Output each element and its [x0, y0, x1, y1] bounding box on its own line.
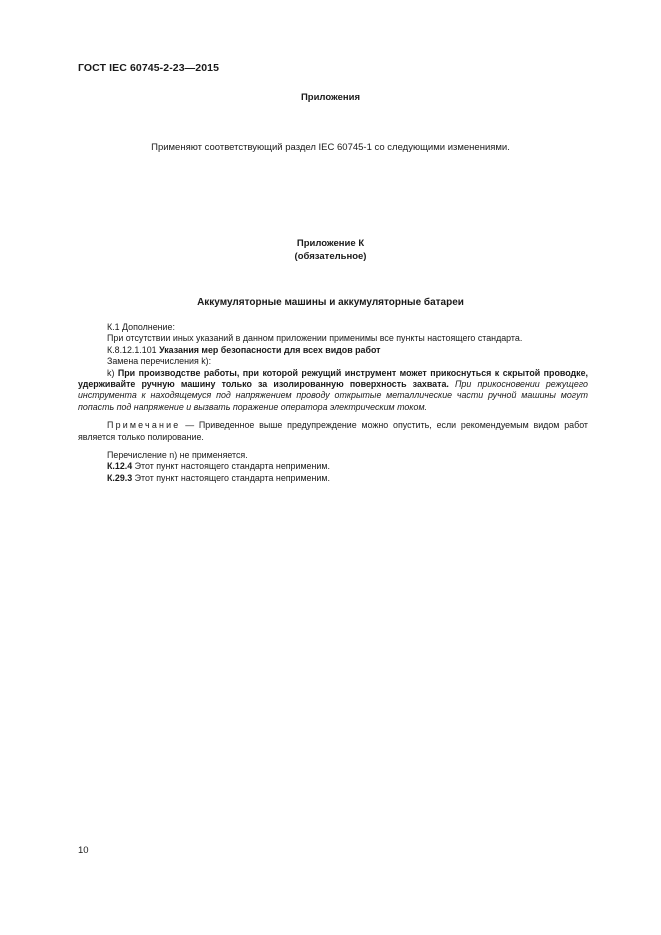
clause-k8	[78, 345, 588, 356]
item-k	[78, 368, 588, 414]
annex-label: Приложение К	[296, 238, 365, 249]
item-k-warning: При производстве работы, при которой режущий инструмент может прикоснуться к скрытой проводке, удерживайте ручную машину только за изолированную поверхность захвата.	[78, 367, 589, 390]
note	[78, 420, 588, 443]
clause-k12-text: Этот пункт настоящего стандарта неприменим.	[132, 461, 330, 472]
clause-k29-text: Этот пункт настоящего стандарта неприменим.	[132, 472, 330, 483]
annex-body	[78, 322, 588, 484]
note-text: — Приведенное выше предупреждение можно опустить, если рекомендуемым видом работ является только полирование.	[78, 420, 588, 442]
clause-k8-title: Указания мер безопасности для всех видов работ	[159, 344, 381, 355]
clause-k8-number: К.8.12.1.101	[107, 344, 160, 355]
clause-k1-text: При отсутствии иных указаний в данном приложении применимы все пункты настоящего стандарта.	[107, 333, 523, 344]
item-k-explanation: При прикосновении режущего инструмента к находящемуся под напряжением проводу открытые металлические части ручной машины могут попасть под напряжение и вызвать поражение оператора электрическим током.	[78, 379, 588, 412]
standard-code: ГОСТ IEC 60745-2-23—2015	[78, 62, 220, 74]
appendices-intro: Применяют соответствующий раздел IEC 60745-1 со следующими изменениями.	[151, 142, 510, 153]
clause-k12-number: К.12.4	[107, 461, 133, 472]
replace-note: Замена перечисления k):	[107, 356, 212, 367]
appendices-title: Приложения	[300, 92, 361, 103]
clause-k12	[78, 461, 588, 472]
page-number: 10	[78, 845, 89, 856]
clause-k29	[78, 473, 588, 484]
annex-type: (обязательное)	[294, 251, 367, 262]
item-n: Перечисление n) не применяется.	[107, 450, 248, 461]
annex-heading: Аккумуляторные машины и аккумуляторные батареи	[197, 297, 464, 308]
clause-k29-number: К.29.3	[107, 472, 133, 483]
item-k-prefix: k)	[107, 367, 118, 378]
clause-k1: К.1 Дополнение:	[107, 322, 175, 332]
note-label: Примечание	[107, 420, 181, 431]
